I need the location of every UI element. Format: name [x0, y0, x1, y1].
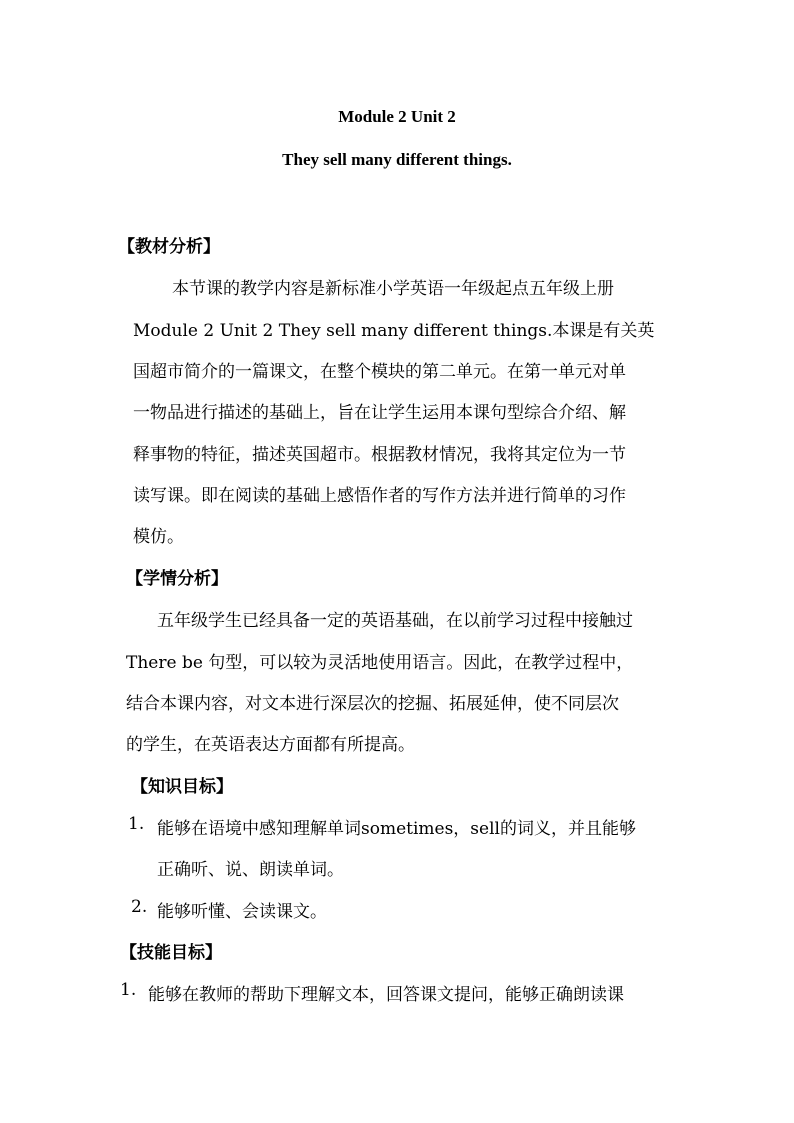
list-item-text: 能够在语境中感知理解单词sometimes，sell的词义，并且能够	[157, 819, 636, 839]
paragraph-line: 读写课。即在阅读的基础上感悟作者的写作方法并进行简单的习作	[133, 486, 626, 506]
section-heading-skill-goals: 【技能目标】	[120, 943, 222, 963]
section-heading-student-analysis: 【学情分析】	[126, 569, 228, 589]
paragraph-line: 模仿。	[133, 527, 184, 547]
list-item-number: 2.	[131, 897, 148, 917]
paragraph-line: There be 句型，可以较为灵活地使用语言。因此，在教学过程中，	[126, 653, 634, 673]
paragraph-line: 五年级学生已经具备一定的英语基础，在以前学习过程中接触过	[157, 611, 633, 631]
paragraph-line: 释事物的特征，描述英国超市。根据教材情况，我将其定位为一节	[133, 445, 626, 465]
paragraph-line: Module 2 Unit 2 They sell many different things.本课是有关英	[133, 321, 655, 341]
document-title: Module 2 Unit 2	[338, 107, 456, 126]
list-item-text: 正确听、说、朗读单词。	[157, 860, 344, 880]
list-item-text: 能够听懂、会读课文。	[157, 902, 327, 922]
list-item-text: 能够在教师的帮助下理解文本，回答课文提问，能够正确朗读课	[148, 985, 624, 1005]
document-subtitle: They sell many different things.	[282, 150, 512, 169]
paragraph-line: 的学生，在英语表达方面都有所提高。	[126, 735, 415, 755]
list-item-number: 1.	[120, 980, 137, 1000]
list-item-number: 1.	[128, 814, 145, 834]
paragraph-line: 一物品进行描述的基础上，旨在让学生运用本课句型综合介绍、解	[133, 403, 626, 423]
section-heading-knowledge-goals: 【知识目标】	[131, 777, 233, 797]
paragraph-line: 国超市简介的一篇课文，在整个模块的第二单元。在第一单元对单	[133, 362, 626, 382]
paragraph-line: 本节课的教学内容是新标准小学英语一年级起点五年级上册	[172, 279, 614, 299]
paragraph-line: 结合本课内容，对文本进行深层次的挖掘、拓展延伸，使不同层次	[126, 694, 619, 714]
section-heading-textbook-analysis: 【教材分析】	[118, 237, 220, 257]
